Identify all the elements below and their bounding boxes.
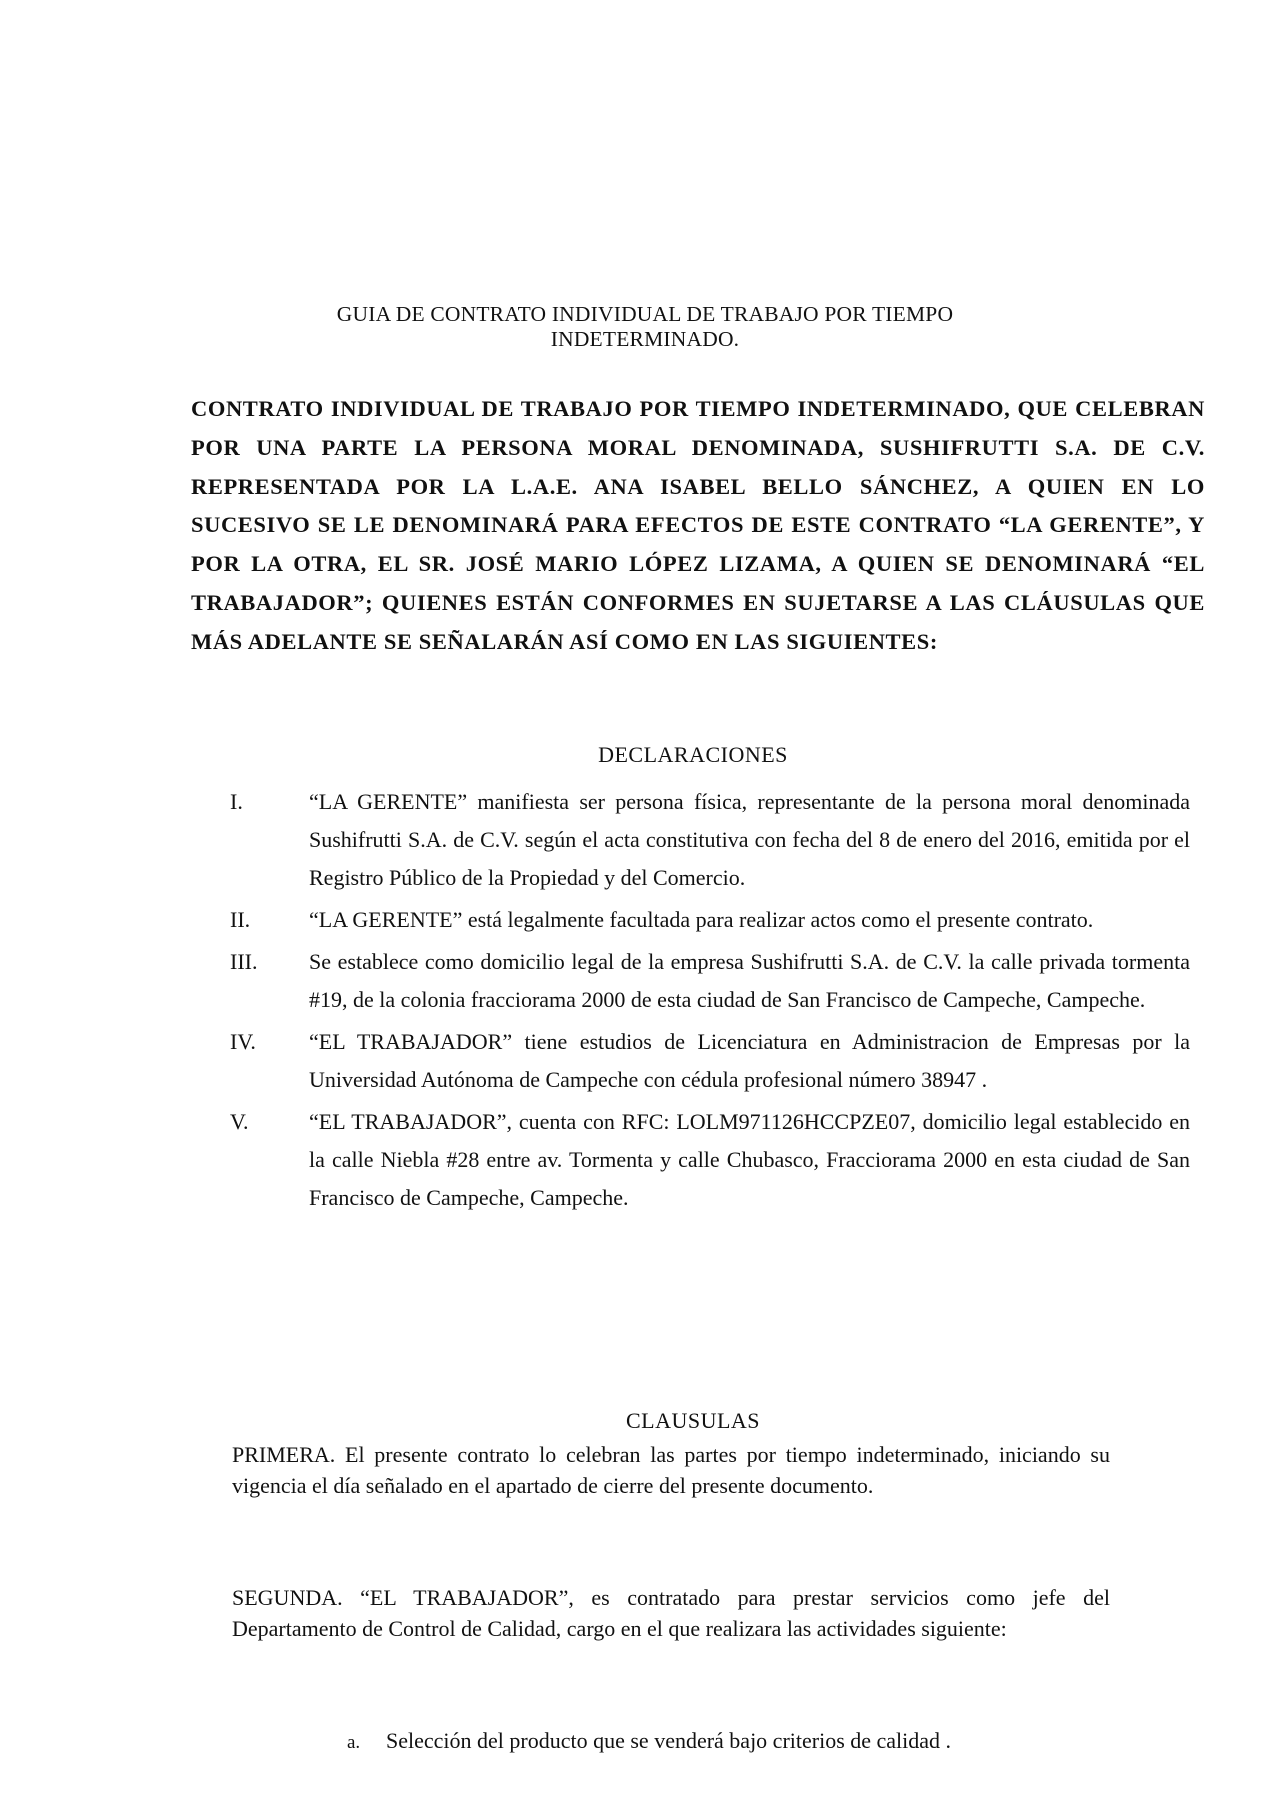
declaration-item	[230, 783, 1190, 897]
activity-item	[347, 1726, 1147, 1758]
declaration-number: II.	[230, 907, 251, 932]
declaration-text: “EL TRABAJADOR” tiene estudios de Licenciatura en Administracion de Empresas por la Universidad Autónoma de Campeche con cédula profesional número 38947 .	[309, 1029, 1190, 1092]
clause-primera: PRIMERA. El presente contrato lo celebran las partes por tiempo indeterminado, iniciando su vigencia el día señalado en el apartado de cierre del presente documento.	[232, 1442, 1110, 1498]
declaration-number: V.	[230, 1109, 249, 1134]
declaration-number: I.	[230, 789, 243, 814]
contract-intro: CONTRATO INDIVIDUAL DE TRABAJO POR TIEMPO INDETERMINADO, QUE CELEBRAN POR UNA PARTE LA PERSONA MORAL DENOMINADA, SUSHIFRUTTI S.A. DE C.V. REPRESENTADA POR LA L.A.E. ANA ISABEL BELLO SÁNCHEZ, A QUIEN EN LO SUCESIVO SE LE DENOMINARÁ PARA EFECTOS DE ESTE CONTRATO “LA GERENTE”, Y POR LA OTRA, EL SR. JOSÉ MARIO LÓPEZ LIZAMA, A QUIEN SE DENOMINARÁ “EL TRABAJADOR”; QUIENES ESTÁN CONFORMES EN SUJETARSE A LAS CLÁUSULAS QUE MÁS ADELANTE SE SEÑALARÁN ASÍ COMO EN LAS SIGUIENTES:	[191, 396, 1205, 654]
title-line-1: GUIA DE CONTRATO INDIVIDUAL DE TRABAJO POR TIEMPO	[336, 302, 954, 326]
document-title	[210, 302, 1080, 352]
declaration-text: “LA GERENTE” está legalmente facultada para realizar actos como el presente contrato.	[309, 907, 1094, 932]
declarations-heading: DECLARACIONES	[598, 742, 788, 767]
title-line-2: INDETERMINADO.	[550, 327, 740, 351]
declarations-list	[230, 783, 1190, 1221]
clause-segunda: SEGUNDA. “EL TRABAJADOR”, es contratado para prestar servicios como jefe del Departamento de Control de Calidad, cargo en el que realizara las actividades siguiente:	[232, 1585, 1110, 1641]
clauses-heading: CLAUSULAS	[625, 1408, 761, 1433]
declaration-item	[230, 1023, 1190, 1099]
declaration-number: III.	[230, 949, 258, 974]
declaration-item	[230, 901, 1190, 939]
declaration-number: IV.	[230, 1029, 256, 1054]
activity-marker: a.	[347, 1732, 361, 1753]
declaration-item	[230, 1103, 1190, 1217]
declaration-text: “LA GERENTE” manifiesta ser persona física, representante de la persona moral denominada Sushifrutti S.A. de C.V. según el acta constitutiva con fecha del 8 de enero del 2016, emitida por el Registro Público de la Propiedad y del Comercio.	[309, 789, 1190, 890]
declaration-text: “EL TRABAJADOR”, cuenta con RFC: LOLM971126HCCPZE07, domicilio legal establecido en la calle Niebla #28 entre av. Tormenta y calle Chubasco, Fracciorama 2000 en esta ciudad de San Francisco de Campeche, Campeche.	[309, 1109, 1190, 1210]
declaration-item	[230, 943, 1190, 1019]
declaration-text: Se establece como domicilio legal de la empresa Sushifrutti S.A. de C.V. la calle privada tormenta #19, de la colonia fracciorama 2000 de esta ciudad de San Francisco de Campeche, Campeche.	[309, 949, 1190, 1012]
activity-text: Selección del producto que se venderá bajo criterios de calidad .	[386, 1728, 952, 1753]
